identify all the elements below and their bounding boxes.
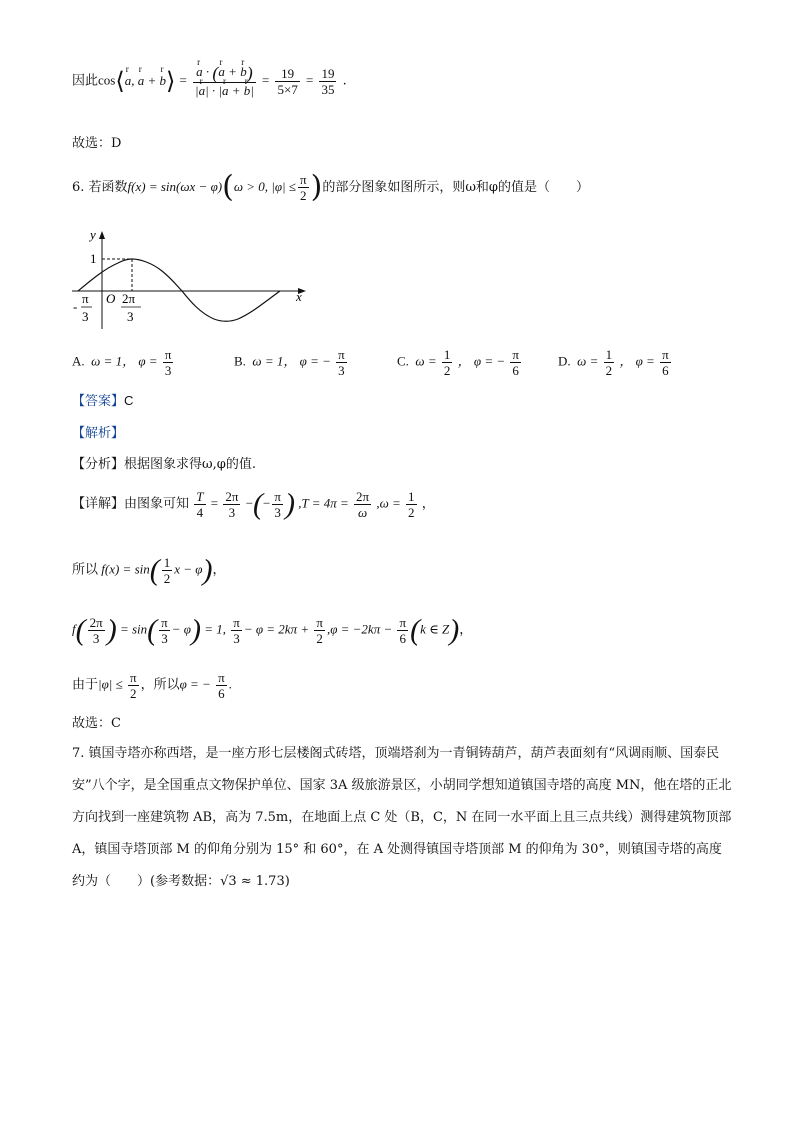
option-d[interactable] — [558, 347, 673, 378]
one-label: 1 — [90, 251, 97, 266]
d-rest: ,φ = −2kπ − — [326, 621, 393, 637]
frac-num: π — [300, 172, 307, 187]
option-a-label: A. — [72, 353, 85, 369]
neg-pi-bot: 3 — [82, 309, 89, 324]
line4-lead: 由于 — [72, 677, 99, 693]
frac-den: 2 — [300, 188, 307, 203]
q5-cos-formula — [72, 64, 347, 98]
k-in-z: k ∈ Z — [420, 621, 450, 637]
answer-line — [72, 390, 133, 409]
frac-num: π — [512, 347, 519, 362]
q7-paragraph: 7. 镇国寺塔亦称西塔，是一座方形七层楼阁式砖塔，顶端塔刹为一青铜铸葫芦，葫芦表面刻有“风调雨顺、国泰民安”八个字，是全国重点文物保护单位、国家 3A 级旅游景区，小胡同学想知道镇国寺塔的高度 MN，他在塔的正北方向找到一座建筑物 AB，高为 7.5m，在地面上点 C 处（B，C，N 在同一水平面上且三点共线）测得建筑物顶部 A，镇国寺塔顶部 M 的仰角分别为 15° 和 60°，在 A 处测得镇国寺塔顶部 M 的仰角为 30°，则镇国寺塔的高度约为（ ）(参考数据：√3 ≈ 1.73) — [72, 746, 732, 889]
fenxi-text: 根据图象求得ω,φ的值. — [124, 457, 256, 472]
eq-sign-3: = — [305, 72, 314, 88]
frac-den: 4 — [196, 505, 204, 520]
frac-num: 2π — [89, 615, 103, 630]
option-c-omega: ω = — [415, 353, 437, 369]
paren-open: ( — [75, 613, 86, 647]
eq-sin: = sin — [119, 621, 148, 637]
two-pi-over-3 — [88, 615, 105, 646]
paren-close: ) — [449, 613, 460, 647]
eq-one: = 1, — [204, 621, 226, 637]
neg-pi-top: π — [82, 291, 89, 306]
option-d-omega-frac — [604, 347, 615, 378]
frac-den: 2 — [605, 363, 613, 378]
q6-function: f(x) = sin(ωx − φ) — [127, 179, 223, 194]
option-a[interactable] — [72, 347, 175, 378]
frac-den: 2 — [316, 631, 323, 646]
comma: ， — [421, 495, 435, 511]
option-c-phi-frac — [510, 347, 521, 378]
frac-num: 1 — [605, 347, 613, 362]
frac-num: π — [233, 615, 240, 630]
analysis-label: 【解析】 — [72, 426, 125, 441]
paren-close: ) — [310, 169, 323, 205]
paren-open: ( — [253, 487, 264, 521]
paren-open: ( — [410, 613, 421, 647]
comma: ， — [459, 621, 473, 637]
cos-text: cos — [98, 72, 116, 88]
option-d-phi-frac — [660, 347, 671, 378]
frac-num: π — [164, 347, 172, 362]
period: . — [342, 73, 347, 89]
eq-sign: = — [179, 72, 187, 88]
pi-over-6 — [397, 615, 408, 646]
frac-den: 3 — [338, 363, 345, 378]
big-frac-den: |r a| · |r a + r b| — [193, 83, 256, 98]
pi-over-2 — [298, 172, 309, 203]
frac-den: 6 — [399, 631, 407, 646]
option-b[interactable] — [234, 347, 349, 378]
detail-line-4 — [72, 670, 232, 701]
paren-close: ) — [284, 487, 295, 521]
one-half — [406, 489, 417, 520]
two-pi-top: 2π — [122, 291, 136, 306]
option-b-text: ω = 1， φ = − — [252, 353, 331, 369]
neg-sign: - — [73, 299, 78, 314]
half-frac — [162, 555, 173, 586]
frac-den: 2 — [443, 363, 451, 378]
option-c-label: C. — [397, 353, 409, 369]
pi-over-3-b — [231, 615, 242, 646]
detail-line-2 — [72, 555, 226, 586]
neg: − — [263, 495, 271, 511]
frac-num: π — [218, 670, 225, 685]
pi-over-2 — [314, 615, 325, 646]
paren-open: ( — [149, 553, 160, 587]
two-pi-over-3 — [223, 489, 240, 520]
option-d-label: D. — [558, 353, 571, 369]
y-axis-arrow-icon — [99, 231, 105, 239]
frac-num: π — [399, 615, 407, 630]
frac-den: 3 — [274, 505, 281, 520]
option-a-frac — [163, 347, 174, 378]
frac-19-35 — [319, 66, 336, 97]
frac-den: 6 — [218, 686, 225, 701]
frac-den: 3 — [161, 631, 168, 646]
frac-num: 1 — [163, 555, 171, 570]
period-eq: ,T = 4π = — [298, 495, 349, 511]
eq: = — [210, 495, 219, 511]
angle-close: ⟩ — [166, 67, 176, 96]
frac-num: 2π — [356, 489, 370, 504]
frac-19-5x7 — [275, 66, 299, 97]
origin-label: O — [106, 291, 116, 306]
paren-open: ( — [222, 169, 234, 205]
pi-over-3 — [159, 615, 170, 646]
option-a-text: ω = 1， φ = — [91, 353, 158, 369]
comma: ， — [212, 561, 226, 577]
frac-den: 3 — [228, 505, 236, 520]
vector-expression: r a, r a + r b — [125, 73, 166, 88]
pi-over-3 — [272, 489, 283, 520]
q6-choice: 故选：C — [72, 716, 121, 731]
answer-value: C — [124, 393, 134, 408]
line2-lead: 所以 — [72, 562, 99, 578]
frac-num: π — [130, 670, 137, 685]
frac-num: π — [662, 347, 669, 362]
fenxi-line — [72, 453, 256, 472]
cos-big-fraction — [193, 64, 256, 98]
option-d-phi: ， φ = — [619, 353, 655, 369]
frac-den: 2 — [163, 571, 171, 586]
line2-rest: x − φ — [174, 561, 203, 577]
frac-den: 6 — [512, 363, 519, 378]
x-label: x — [296, 289, 302, 304]
option-b-label: B. — [234, 353, 246, 369]
q6-condition: ω > 0, |φ| ≤ — [233, 179, 297, 194]
frac-num: 2π — [225, 489, 239, 504]
angle-open: ⟨ — [115, 67, 125, 96]
paren-close: ) — [106, 613, 117, 647]
eq-sign-2: = — [262, 72, 270, 88]
q5-choice: 故选：D — [72, 136, 122, 151]
sine-graph — [70, 225, 320, 337]
paren-open: ( — [147, 613, 158, 647]
fenxi-label: 【分析】 — [72, 457, 125, 472]
pi-over-6 — [216, 670, 227, 701]
q6-prefix: 6. 若函数 — [72, 180, 128, 195]
q5-prefix: 因此 — [72, 73, 99, 89]
two-pi-over-omega — [354, 489, 371, 520]
detail-lead: 由图象可知 — [124, 496, 190, 512]
q6-stem — [72, 169, 590, 205]
option-c[interactable] — [397, 347, 523, 378]
minus-phi: − φ — [171, 621, 191, 637]
detail-line-3 — [72, 615, 472, 646]
paren-close: ) — [202, 553, 213, 587]
big-frac-num: r a · (r a + r b) — [193, 64, 256, 83]
frac-num: 19 — [275, 66, 299, 82]
frac-den: 3 — [92, 631, 100, 646]
frac-num: π — [274, 489, 281, 504]
detail-label: 【详解】 — [72, 496, 125, 512]
frac-den: 35 — [321, 81, 335, 97]
frac-num: π — [338, 347, 345, 362]
pi-over-2 — [128, 670, 139, 701]
frac-num: 19 — [321, 65, 335, 81]
frac-num: 1 — [443, 347, 451, 362]
frac-den: 3 — [164, 363, 172, 378]
phi-eq: φ = − — [179, 676, 211, 692]
option-d-omega: ω = — [577, 353, 599, 369]
frac-den: 2 — [408, 505, 415, 520]
paren-close: ) — [190, 613, 201, 647]
frac-num: π — [316, 615, 323, 630]
c-rest: − φ = 2kπ + — [243, 621, 310, 637]
answer-label: 【答案】 — [72, 394, 125, 409]
frac-num: T — [196, 489, 204, 504]
frac-den: 6 — [662, 363, 669, 378]
f-symbol: f — [72, 621, 76, 637]
option-c-omega-frac — [442, 347, 453, 378]
minus: − — [245, 495, 254, 511]
option-b-frac — [336, 347, 347, 378]
frac-den: 3 — [233, 631, 240, 646]
period: . — [228, 676, 232, 692]
frac-den: ω — [357, 505, 368, 520]
y-label: y — [90, 227, 96, 242]
q6-suffix: 的部分图象如图所示，则ω和φ的值是（ ） — [322, 180, 590, 195]
t-over-4 — [194, 489, 205, 520]
line2-func: f(x) = sin — [101, 561, 150, 577]
abs-phi: |φ| ≤ — [98, 676, 123, 692]
frac-num: π — [161, 615, 168, 630]
line4-mid: ，所以 — [140, 677, 180, 693]
detail-line-1 — [72, 489, 435, 520]
omega-eq: ,ω = — [376, 495, 401, 511]
option-c-phi: ， φ = − — [457, 353, 506, 369]
frac-num: 1 — [408, 489, 415, 504]
two-pi-bot: 3 — [127, 309, 134, 324]
frac-den: 5×7 — [277, 81, 298, 97]
frac-den: 2 — [130, 686, 137, 701]
